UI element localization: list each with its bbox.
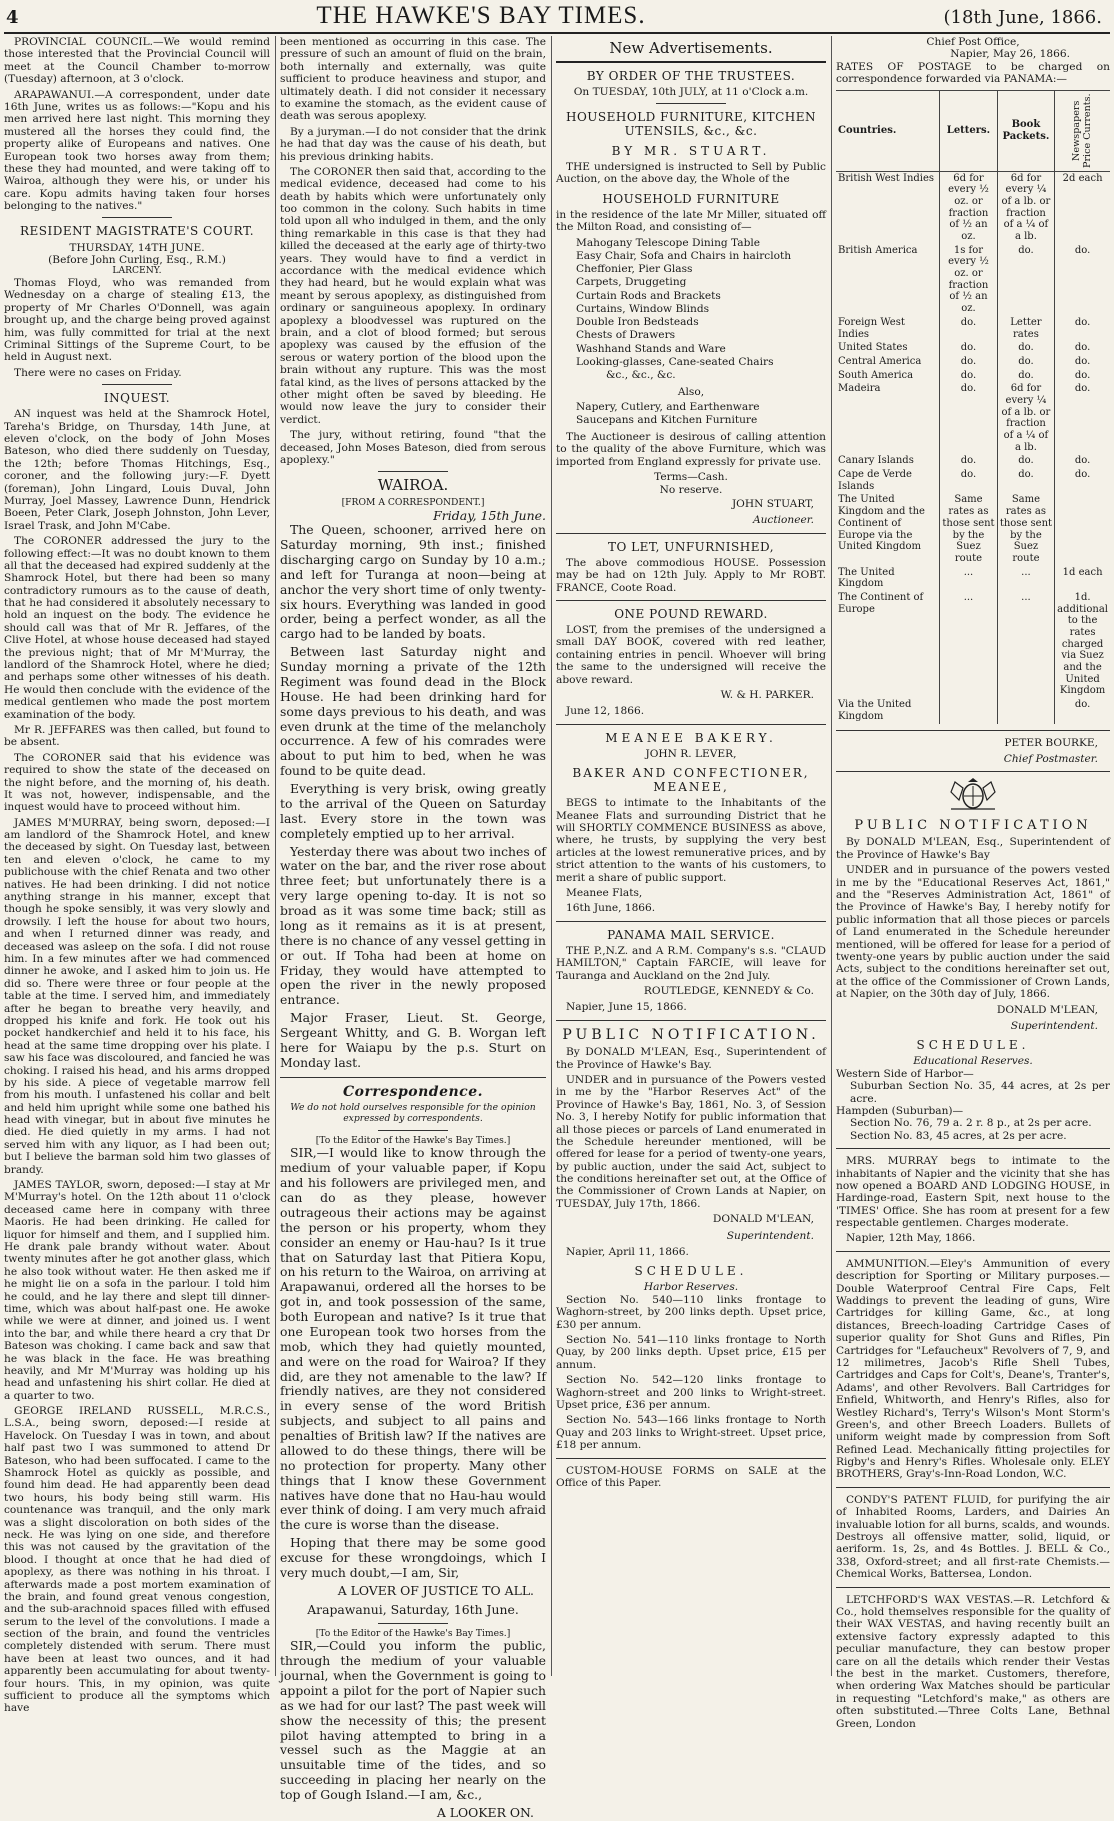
table-row: [836, 382, 1110, 454]
masthead: [4, 2, 1110, 34]
postmaster-title: Chief Postmaster.: [1003, 752, 1098, 765]
letchford-advert: LETCHFORD'S WAX VESTAS.—R. Letchford & Co., hold themselves responsible for the quality of their WAX VESTAS, and having recently built an extensive factory expressly adapted to this peculiar manufacture, they can bestow proper care on all the details which render their Vestas the best in the market. Customers, therefore, when ordering Wax Matches should be particular in requesting "Letchford's make," as others are often substituted.—Three Colts Lane, Bethnal Green, London: [836, 1593, 1110, 1730]
list-item: Washhand Stands and Ware: [576, 342, 726, 355]
table-cell: The United Kingdom and the Continent of Europe via the United Kingdom: [838, 494, 925, 553]
table-cell: do.: [940, 454, 997, 468]
table-cell: British America: [838, 244, 918, 256]
divider: [102, 384, 172, 385]
table-cell: do.: [997, 369, 1054, 383]
furniture-list: [576, 237, 826, 383]
table-row: [836, 244, 1110, 316]
schedule-line: Section No. 83, 45 acres, at 2s per acre.: [850, 1129, 1067, 1142]
table-cell: do.: [997, 244, 1054, 316]
list-item: Carpets, Druggeting: [576, 276, 687, 289]
column-2: [280, 36, 546, 1820]
table-row: [836, 468, 1110, 493]
sale-signature: JOHN STUART,: [731, 498, 814, 511]
post-office-date: Napier, May 26, 1866.: [950, 48, 1070, 61]
wairoa-paragraph: Between last Saturday night and Sunday morning a private of the 12th Regiment was found dead in the Block House. He had been drinking hard for some days previous to his death, and was even drunk at the time of the melancholy occurrence. A few of his comrades were about to put him to bed, when he was found to be quite dead.: [280, 644, 546, 779]
list-item: Easy Chair, Sofa and Chairs in haircloth: [576, 249, 792, 262]
table-cell: [997, 698, 1054, 723]
divider: [556, 724, 826, 725]
table-cell: ...: [940, 566, 997, 591]
bakery-text: BEGS to intimate to the Inhabitants of the Meanee Flats and surrounding District that he will SHORTLY COMMENCE BUSINESS as above, where, he trusts, by supplying the very best articles at the lowest remunerative prices, and by strict attention to the wants of his customers, to merit a share of public support.: [556, 797, 826, 884]
public-notification-date: Napier, April 11, 1866.: [566, 1246, 689, 1259]
sale-also: Also,: [677, 386, 705, 399]
reward-signature: W. & H. PARKER.: [720, 689, 814, 702]
letter-place: Arapawanui, Saturday, 16th June.: [307, 1601, 519, 1617]
reward-date: June 12, 1866.: [566, 705, 645, 718]
ammunition-advert: AMMUNITION.—Eley's Ammunition of every description for Sporting or Military purposes.—Double Waterproof Central Fire Caps, Felt Waddings to prevent the leading of guns, Wire Cartridges for killing Game, &c., at long distances, Breech-loading Cartridge Cases of superior quality for Shot Guns and Rifles, Pin Cartridges for "Lefaucheux" Revolvers of 7, 9, and 12 milimetres, Jacob's Rifle Shell Tubes, Cartridges and Caps for Colt's, Deane's, Tranter's, Adams', and other Revolvers. Ball Cartridges for Enfield, Whitworth, and Henry's Rifles, also for Westley Richard's, Terry's Wilson's Mont Storm's Green's, and other Breech Loaders. Bullets of uniform weight made by compression from Soft Refined Lead. Mechanically fitting projectiles for Rigby's and Henry's Rifles. Wholesale only. ELEY BROTHERS, Gray's-Inn-Road London, W.C.: [836, 1257, 1110, 1481]
table-cell: Canary Islands: [838, 455, 914, 467]
letter-address: [To the Editor of the Hawke's Bay Times.]: [315, 1134, 511, 1146]
wairoa-paragraph: Major Fraser, Lieut. St. George, Sergeant Whitty, and G. B. Worgan left here for Waiapu by the p.s. Sturt on Monday last.: [280, 1010, 546, 1070]
table-cell: United States: [838, 342, 908, 354]
bakery-date: 16th June, 1866.: [566, 902, 656, 915]
schedule-2-body: [836, 1068, 1110, 1142]
rmc-larceny: LARCENY.: [112, 265, 162, 277]
list-item: Curtain Rods and Brackets: [576, 289, 721, 302]
list-item: Saucepans and Kitchen Furniture: [576, 413, 758, 426]
divider: [836, 1487, 1110, 1488]
list-item: Double Iron Bedsteads: [576, 316, 699, 329]
divider: [556, 533, 826, 534]
royal-arms-emblem: [836, 778, 1110, 812]
column-header: Countries.: [836, 90, 940, 171]
table-row: [836, 171, 1110, 244]
table-header-row: [836, 90, 1110, 171]
schedule-item: Section No. 543—166 links frontage to North Quay and 203 links to Wright-street. Upset price, £18 per annum.: [556, 1414, 826, 1452]
table-row: [836, 316, 1110, 341]
column-header: Letters.: [940, 90, 997, 171]
column-3: [556, 36, 826, 1676]
list-item: Curtains, Window Blinds: [576, 302, 710, 315]
page-number: 4: [6, 7, 19, 28]
public-notification-heading: PUBLIC NOTIFICATION.: [562, 1026, 820, 1043]
rmc-date: THURSDAY, 14TH JUNE.: [69, 241, 205, 254]
public-notification-by-2: By DONALD M'LEAN, Esq., Superintendent of the Province of Hawke's Bay: [836, 836, 1110, 861]
sale-text: THE undersigned is instructed to Sell by Public Auction, on the above day, the Whole of the: [556, 161, 826, 186]
table-cell: 1d. additional to the rates charged via Suez and the United Kingdom: [1055, 591, 1110, 698]
column-rule: [831, 36, 832, 1676]
postmaster-signature: PETER BOURKE,: [1004, 736, 1098, 749]
column-4: [836, 36, 1110, 1730]
correspondence-heading: Correspondence.: [342, 1083, 483, 1100]
table-cell: ...: [997, 566, 1054, 591]
wairoa-body: [280, 523, 546, 1071]
rmc-friday: There were no cases on Friday.: [14, 366, 182, 379]
schedule-heading-2: SCHEDULE.: [916, 1038, 1030, 1053]
murray-notice: MRS. MURRAY begs to intimate to the inhabitants of Napier and the vicinity that she has now opened a BOARD AND LODGING HOUSE, in Hardinge-road, Eastern Spit, next house to the 'TIMES' Office. She has room at present for a few respectable gentlemen. Charges moderate.: [836, 1155, 1110, 1230]
list-item: Mahogany Telescope Dining Table: [576, 236, 761, 249]
table-cell: Madeira: [838, 383, 881, 395]
divider: [656, 103, 726, 104]
panama-signature: ROUTLEDGE, KENNEDY & Co.: [643, 985, 814, 997]
table-cell: do.: [1055, 454, 1110, 468]
wairoa-paragraph: The Queen, schooner, arrived here on Saturday morning, 9th inst.; finished discharging cargo on Sunday by 10 a.m.; and left for Turanga at noon—being at anchor the very short time of only twenty-six hours. Everything was landed in good order, being a perfect wonder, as all the cargo had to be landed by boats.: [280, 522, 546, 642]
wairoa-paragraph: Everything is very brisk, owing greatly to the arrival of the Queen on Saturday last. Every store in the town was completely emptied up to her arrival.: [280, 781, 546, 841]
divider: [378, 1130, 448, 1131]
provincial-council-paragraph: PROVINCIAL COUNCIL.—We would remind those interested that the Provincial Council will meet at the Council Chamber to-morrow (Tuesday) afternoon, at 3 o'clock.: [4, 36, 270, 86]
letter-body: [280, 1146, 546, 1617]
post-office-address: Chief Post Office,: [926, 36, 1020, 48]
table-cell: Central America: [838, 355, 922, 367]
bakery-name: JOHN R. LEVER,: [645, 747, 737, 760]
divider: [836, 1251, 1110, 1252]
schedule-line: Suburban Section No. 35, 44 acres, at 2s per acre.: [850, 1080, 1110, 1105]
table-cell: Cape de Verde Islands: [838, 469, 912, 492]
column-1: [4, 36, 270, 1715]
postage-table-body: [836, 171, 1110, 723]
trustees-heading: BY ORDER OF THE TRUSTEES.: [586, 68, 796, 83]
table-row: [836, 591, 1110, 698]
wairoa-heading: WAIROA.: [377, 476, 449, 495]
table-cell: do.: [1055, 355, 1110, 369]
also-list: [576, 401, 826, 427]
rmc-before: (Before John Curling, Esq., R.M.): [48, 253, 226, 266]
divider: [836, 771, 1110, 772]
table-cell: 1d each: [1055, 566, 1110, 591]
table-cell: do.: [940, 468, 997, 493]
column-header: [1055, 90, 1110, 171]
table-cell: [940, 698, 997, 723]
public-notification-signature-title: Superintendent.: [726, 1229, 814, 1242]
letter-paragraph: Hoping that there may be some good excuse for these wrongdoings, which I very much doubt,—I am, Sir,: [280, 1535, 546, 1580]
table-cell: do.: [940, 316, 997, 341]
table-cell: do.: [997, 468, 1054, 493]
table-cell: Via the United Kingdom: [838, 699, 912, 722]
to-let-heading: TO LET, UNFURNISHED,: [607, 539, 775, 554]
list-item: &c., &c., &c.: [606, 369, 676, 381]
schedule-line: Western Side of Harbor—: [836, 1067, 974, 1080]
household-furniture: HOUSEHOLD FURNITURE: [602, 191, 780, 206]
divider: [836, 730, 1110, 731]
table-cell: The Continent of Europe: [838, 591, 924, 615]
letter-signature: A LOOKER ON.: [436, 1804, 534, 1820]
table-cell: do.: [1055, 316, 1110, 341]
wairoa-paragraph: Yesterday there was about two inches of water on the bar, and the river rose about three feet; but unfortunately there is a very large opening to-day. It is not so broad as it was some time back; still as long as it remains as it is at present, there is no chance of any vessel getting in or out. If Toha had been at home on Friday, they would have attempted to open the river in the newly proposed entrance.: [280, 843, 546, 1008]
table-cell: 6d for every ¼ of a lb. or fraction of a ¼ of a lb.: [997, 171, 1054, 244]
table-cell: do.: [1055, 382, 1110, 454]
schedule-item: Section No. 540—110 links frontage to Waghorn-street, by 200 links depth. Upset price, £30 per annum.: [556, 1293, 826, 1331]
rmc-heading: RESIDENT MAGISTRATE'S COURT.: [19, 224, 255, 239]
inquest-continued: By a juryman.—I do not consider that the drink he had that day was the cause of his death, but his previous drinking habits.: [280, 125, 546, 163]
inquest-continued: The CORONER then said that, according to the medical evidence, deceased had come to his death by habits which were unfortunately only too common in the colony. Such habits in time told upon all who indulged in them, and the only thing remarkable in this case is that they had killed the deceased at the early age of thirty-two years. They would have to find a verdict in accordance with the medical evidence which they had heard, but he would explain what was meant by serous apoplexy, as distinguished from ordinary or sanguineous apoplexy. In ordinary apoplexy a bloodvessel was ruptured on the brain, and a clot of blood formed; but serous apoplexy was caused by the effusion of the serous or watery portion of the blood upon the brain without any rupture. This was the most fatal kind, as the lives of persons attacked by the other might often be saved by bleeding. He would now leave the jury to consider their verdict.: [280, 165, 546, 426]
divider: [556, 1020, 826, 1021]
letter-address: [To the Editor of the Hawke's Bay Times.]: [315, 1627, 511, 1639]
public-notification-signature: DONALD M'LEAN,: [712, 1213, 814, 1226]
table-cell: 2d each: [1055, 171, 1110, 244]
postage-heading: RATES OF POSTAGE to be charged on correspondence forwarded via PANAMA:—: [836, 60, 1110, 86]
table-cell: do.: [940, 341, 997, 355]
list-item: Napery, Cutlery, and Earthenware: [576, 400, 760, 413]
bakery-place: Meanee Flats,: [566, 887, 643, 900]
list-item: Looking-glasses, Cane-seated Chairs: [576, 355, 774, 368]
schedule-subheading-2: Educational Reserves.: [913, 1055, 1033, 1068]
public-notification-heading-2: PUBLIC NOTIFICATION: [854, 818, 1092, 834]
inquest-paragraph: GEORGE IRELAND RUSSELL, M.R.C.S., L.S.A., being sworn, deposed:—I reside at Havelock. On Tuesday I was in town, and about half past two I was summoned to attend Dr Bateson, who had been suffocated. I came to the Shamrock Hotel as quickly as possible, and found him dead. He had apparently been dead two hours, his body being still warm. His countenance was tranquil, and the only mark was a slight discoloration on both sides of the neck. He was lying on one side, and therefore this was not caused by the gravitation of the blood. I thought at once that he had died of apoplexy, as there was nothing in his throat. I afterwards made a post mortem examination of the brain, and found great venous congestion, and the sub-arachnoid spaces filled with effused serum to the level of the convolutions. I made a section of the brain, and found the ventricles completely distended with serum. There must have been at least two ounces, and it had apparently been accumulating for about twenty-four hours. This, in my opinion, was quite sufficient to produce all the symptoms which have: [4, 1405, 270, 1715]
public-notification-signature-title-2: Superintendent.: [1010, 1019, 1098, 1032]
table-cell: do.: [1055, 341, 1110, 355]
reward-text: LOST, from the premises of the undersigned a small DAY BOOK, covered with red leather, containing entries in pencil. Whoever will bring the same to the undersigned will receive the above reward.: [556, 624, 826, 686]
bakery-trade: BAKER AND CONFECTIONER, MEANEE,: [572, 766, 810, 795]
schedule-line: Section No. 76, 79 a. 2 r. 8 p., at 2s per acre.: [850, 1117, 1092, 1130]
column-header-label: Newspapers Price Currents.: [1071, 93, 1094, 168]
postage-table: [836, 90, 1110, 724]
sale-reserve: No reserve.: [659, 483, 723, 496]
inquest-paragraph: The CORONER addressed the jury to the following effect:—It was no doubt known to them all that the deceased had expired suddenly at the Shamrock Hotel, but there had been so many contradictory rumours as to the cause of death, that he had considered it absolutely necessary to hold an inquest on the body. The evidence he should call was that of Mr R. Jeffares, of the Clive Hotel, at whose house deceased had stayed the previous night; that of Mr M'Murray, the landlord of the Shamrock Hotel, where he died; and perhaps some other witnesses of his death. He would then conclude with the evidence of the medical gentlemen who made the post mortem examination of the body.: [4, 535, 270, 721]
table-cell: do.: [940, 369, 997, 383]
issue-date: (18th June, 1866.: [943, 7, 1102, 28]
public-notification-signature-2: DONALD M'LEAN,: [996, 1003, 1098, 1016]
table-cell: Same rates as those sent by the Suez route: [940, 493, 997, 565]
table-cell: do.: [997, 454, 1054, 468]
table-cell: do.: [997, 355, 1054, 369]
murray-date: Napier, 12th May, 1866.: [846, 1232, 976, 1245]
public-notification-text: UNDER and in pursuance of the Powers vested in me by the "Harbor Reserves Act" of the Province of Hawke's Bay, 1861, No. 3, of Session No. 3, I hereby Notify for public information that all those pieces or parcels of Land enumerated in the Schedule hereunder mentioned, will be offered for lease for a period of twenty-one years, by public auction, under the said Act, subject to the conditions hereinafter set out, at the Office of the Commissioner of Crown Lands at Napier, on TUESDAY, July 17th, 1866.: [556, 1073, 826, 1210]
inquest-paragraph: JAMES M'MURRAY, being sworn, deposed:—I am landlord of the Shamrock Hotel, and knew the deceased by sight. On Tuesday last, between ten and eleven o'clock, he came to my publichouse with the chief Renata and two other natives. He had been drinking. I did not notice anything strange in his manner, except that though he spoke sensibly, it was very slowly and drowsily. I left the house for about two hours, and when I returned dinner was ready, and deceased was asleep on the sofa. I did not rouse him. In a few minutes after we had commenced dinner he awoke, and I asked him to join us. He did so. There were three or four people at the table at the time. I served him, and immediately after he began to breathe very heavily, and dropped his knife and fork. He took out his pocket handkerchief and held it to his face, his head at the same time dropping over his plate. I saw his face was discoloured, and fancied he was choking. I raised his head, and his arms dropped by his side. A piece of vegetable marrow fell from his mouth. I unfastened his collar and belt and held him upright while some one bathed his head with vinegar, but in about five minutes he died. He died quietly in my arms. I had not served him with any liquor, as I had been out; but I believe the barman sold him two glasses of brandy.: [4, 816, 270, 1176]
divider: [280, 1077, 546, 1078]
column-rule: [275, 36, 276, 1676]
table-cell: The United Kingdom: [838, 566, 895, 590]
list-item: Chests of Drawers: [576, 329, 676, 342]
newspaper-title: THE HAWKE'S BAY TIMES.: [316, 2, 646, 29]
divider: [102, 217, 172, 218]
panama-heading: PANAMA MAIL SERVICE.: [607, 927, 775, 942]
column-header: Book Packets.: [997, 90, 1054, 171]
table-cell: do.: [940, 382, 997, 454]
table-cell: [1055, 493, 1110, 565]
schedule-line: Hampden (Suburban)—: [836, 1104, 964, 1117]
table-row: [836, 369, 1110, 383]
sale-date: On TUESDAY, 10th JULY, at 11 o'Clock a.m.: [573, 85, 809, 98]
schedule-item: Section No. 541—110 links frontage to North Quay, by 200 links depth. Upset price, £15 per annum.: [556, 1334, 826, 1371]
schedule-item: Section No. 542—120 links frontage to Waghorn-street and 200 links to Wright-street. Upset price, £36 per annum.: [556, 1374, 826, 1411]
column-rule: [551, 36, 552, 1676]
rmc-text: Thomas Floyd, who was remanded from Wednesday on a charge of stealing £13, the property of Mr Charles O'Donnell, was again brought up, and the charge being proved against him, was fully committed for trial at the next Criminal Sittings of the Supreme Court, to be held in August next.: [4, 277, 270, 364]
letter-paragraph: SIR,—I would like to know through the medium of your valuable paper, if Kopu and his followers are privileged men, and can do as they please, however outrageous their actions may be against the person or his property, whom they consider an enemy or Hau-hau? Is it true that on Saturday last that Pitiera Kopu, on his return to the Wairoa, on arriving at Arapawanui, ordered all the horses to be got in, and took possession of the same, both European and native? Is it true that one European took two horses from the mob, which they had quietly mounted, and were on the road for Wairoa? If they did, are they not amenable to the law? If friendly natives, are they not considered in every sense of the word British subjects, and subject to all pains and penalties of British law? If the natives are allowed to do these things, there will be no protection for property. Many other things that I know these Government natives have done that no Hau-hau would ever think of doing. I am very much afraid the cure is worse than the disease.: [280, 1145, 546, 1533]
table-cell: Letter rates: [997, 316, 1054, 341]
letter-signature: A LOVER OF JUSTICE TO ALL.: [337, 1582, 534, 1598]
auctioneer-heading: BY MR. STUART.: [611, 144, 771, 159]
table-cell: Foreign West Indies: [838, 316, 905, 340]
table-cell: do.: [940, 355, 997, 369]
divider: [556, 1458, 826, 1459]
schedule-subheading: Harbor Reserves.: [643, 1281, 739, 1294]
table-cell: 1s for every ½ oz. or fraction of ½ an oz.: [940, 244, 997, 316]
letter-paragraph: SIR,—Could you inform the public, through the medium of your valuable journal, when the Government is going to appoint a pilot for the port of Napier such as we had for our last? The past week will show the necessity of this; the present pilot having attempted to bring in a vessel such as the Maggie at an unsuitable time of the tides, and so succeeding in placing her nearly on the top of Gough Island.—I am, &c.,: [280, 1638, 546, 1803]
inquest-paragraph: The CORONER said that his evidence was required to show the state of the deceased on the night before, and the morning of, his death. It was not, however, indispensable, and the inquest would have to proceed without him.: [4, 751, 270, 814]
wairoa-date: Friday, 15th June.: [433, 507, 546, 523]
sale-title: HOUSEHOLD FURNITURE, KITCHEN UTENSILS, &c., &c.: [566, 109, 816, 138]
sale-terms: Terms—Cash.: [654, 471, 728, 484]
table-cell: British West Indies: [838, 172, 935, 184]
inquest-continued: been mentioned as occurring in this case. The pressure of such an amount of fluid on the brain, both internally and externally, was quite sufficient to produce heaviness and stupor, and ultimately death. I did not consider it necessary to examine the stomach, as the evident cause of death was serous apoplexy.: [280, 36, 546, 123]
arapawanui-paragraph: ARAPAWANUI.—A correspondent, under date 16th June, writes us as follows:—"Kopu and his men arrived here last night. This morning they mustered all the horses they could find, the property alike of Europeans and natives. One European took two horses away from them; these they had mounted, and were taking off to Wairoa, although they were his, or under his care. Kopu admits having taken four horses belonging to the natives.": [4, 88, 270, 213]
sale-text-2: in the residence of the late Mr Miller, situated off the Milton Road, and consisting of—: [556, 208, 826, 234]
inquest-paragraph: Mr R. JEFFARES was then called, but found to be absent.: [4, 723, 270, 749]
condy-advert: CONDY'S PATENT FLUID, for purifying the air of Inhabited Rooms, Larders, and Dairies An invaluable lotion for all burns, scalds, and wounds. Destroys all offensive matter, solid, liquid, or aeriform. 1s, 2s, and 4s Bottles. J. BELL & Co., 338, Oxford-street; and all first-rate Chemists.—Chemical Works, Battersea, London.: [836, 1493, 1110, 1581]
divider: [556, 921, 826, 922]
table-cell: do.: [1055, 468, 1110, 493]
wairoa-source: [FROM A CORRESPONDENT.]: [341, 496, 485, 508]
reward-heading: ONE POUND REWARD.: [614, 607, 768, 622]
table-cell: ...: [997, 591, 1054, 698]
schedule-heading: SCHEDULE.: [634, 1264, 748, 1279]
sale-note: The Auctioneer is desirous of calling attention to the quality of the above Furniture, which was imported from England expressly for private use.: [556, 431, 826, 468]
inquest-continued: The jury, without retiring, found "that the deceased, John Moses Bateson, died from serous apoplexy.": [280, 429, 546, 466]
table-cell: 6d for every ¼ of a lb. or fraction of a ¼ of a lb.: [997, 382, 1054, 454]
divider: [378, 1623, 448, 1624]
inquest-heading: INQUEST.: [103, 391, 171, 406]
public-notification-text-2: UNDER and in pursuance of the powers vested in me by the "Educational Reserves Act, 1861," and the "Reserves Administration Act, 1861" of the Province of Hawke's Bay, I hereby notify for public information that all those pieces or parcels of Land enumerated in the Schedule hereunder mentioned, will be offered for lease for a period of twenty-one years by public auction under the said Acts, subject to the conditions hereinafter set out, at the office of the Commissioner of Crown Lands, at Napier, on the 30th day of July, 1866.: [836, 864, 1110, 1001]
table-cell: ...: [940, 591, 997, 698]
table-cell: Same rates as those sent by the Suez route: [997, 493, 1054, 565]
table-row: [836, 355, 1110, 369]
new-advertisements-heading: New Advertisements.: [556, 40, 826, 63]
correspondence-note: We do not hold ourselves responsible for the opinion expressed by correspondents.: [290, 1102, 536, 1124]
divider: [836, 1587, 1110, 1588]
public-notification-by: By DONALD M'LEAN, Esq., Superintendent of the Province of Hawke's Bay.: [556, 1046, 826, 1071]
inquest-paragraph: AN inquest was held at the Shamrock Hotel, Tareha's Bridge, on Thursday, 14th June, at eleven o'clock, on the body of John Moses Bateson, who died there suddenly on Tuesday, the 12th; before Thomas Hitchings, Esq., coroner, and the following jury:—F. Dyett (foreman), John Lingard, Louis Duval, John Murray, Joel Massey, Lawrence Dunn, Hendrick Boeen, Peter Clark, Joseph Johnston, John Lever, Israel Trask, and John M'Cabe.: [4, 408, 270, 532]
bakery-heading: MEANEE BAKERY.: [605, 730, 777, 745]
letter-body: [280, 1639, 546, 1821]
table-row: [836, 566, 1110, 591]
sale-signature-title: Auctioneer.: [752, 514, 814, 527]
table-cell: do.: [1055, 698, 1110, 723]
panama-date: Napier, June 15, 1866.: [566, 1001, 687, 1014]
table-row: [836, 341, 1110, 355]
panama-text: THE P.,N.Z. and A R.M. Company's s.s. "CLAUD HAMILTON," Captain FARCIE, will leave for Tauranga and Auckland on the 2nd July.: [556, 944, 826, 982]
table-row: [836, 698, 1110, 723]
inquest-paragraph: JAMES TAYLOR, sworn, deposed:—I stay at Mr M'Murray's hotel. On the 12th about 11 o'clock deceased came here in company with three Maoris. He had been drinking. He called for liquor for himself and them, and I supplied him. He drank pale brandy without water. About twenty minutes after he got another glass, which he also took without water. He then asked me if he might lie on a sofa in the parlour. I told him he could, and he lay there and slept till dinner-time, which was about half-past one. He awoke while we were at dinner, and joined us. I went into the bar, and while there heard a cry that Dr Bateson was choking. I came back and saw that he was black in the face. He was breathing heavily, and Mr M'Murray was holding up his head and unfastening his shirt collar. He died at a quarter to two.: [4, 1179, 270, 1402]
crest-icon: [941, 778, 1005, 812]
table-cell: South America: [838, 369, 914, 381]
table-row: [836, 454, 1110, 468]
customs-forms: CUSTOM-HOUSE FORMS on SALE at the Office of this Paper.: [556, 1464, 826, 1489]
divider: [836, 1148, 1110, 1149]
table-row: [836, 493, 1110, 565]
list-item: Cheffonier, Pier Glass: [576, 263, 693, 276]
table-cell: do.: [1055, 369, 1110, 383]
divider: [556, 600, 826, 601]
table-cell: do.: [997, 341, 1054, 355]
table-cell: 6d for every ½ oz. or fraction of ½ an oz.: [940, 171, 997, 244]
divider: [378, 471, 448, 472]
table-cell: do.: [1055, 244, 1110, 316]
to-let-text: The above commodious HOUSE. Possession may be had on 12th July. Apply to Mr ROBT. FRANCE, Coote Road.: [556, 556, 826, 594]
